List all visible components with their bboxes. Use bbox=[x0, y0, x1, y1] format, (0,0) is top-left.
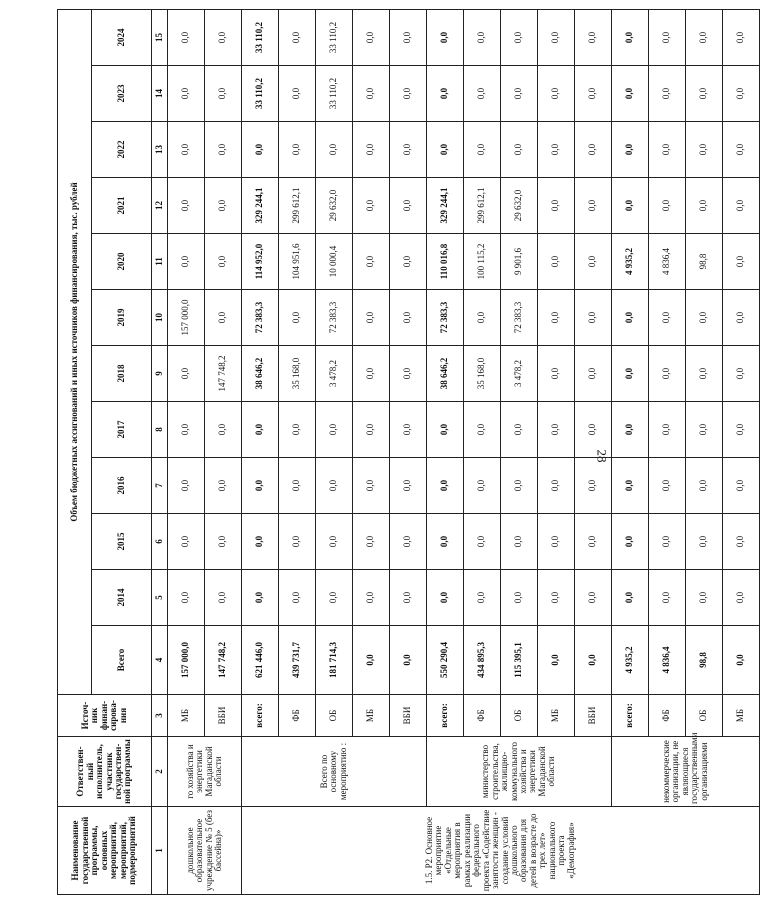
value-cell: 0,0 bbox=[353, 402, 390, 458]
value-cell: 29 632,0 bbox=[501, 178, 538, 234]
value-cell: 0,0 bbox=[316, 514, 353, 570]
value-cell: 0,0 bbox=[686, 66, 723, 122]
value-cell: 0,0 bbox=[723, 570, 760, 626]
value-cell: 0,0 bbox=[686, 178, 723, 234]
value-cell: 0,0 bbox=[575, 178, 612, 234]
value-cell: 0,0 bbox=[205, 570, 242, 626]
value-cell: 0,0 bbox=[390, 122, 427, 178]
value-cell: 0,0 bbox=[168, 9, 205, 65]
value-cell: 0,0 bbox=[390, 178, 427, 234]
value-cell: 0,0 bbox=[353, 346, 390, 402]
header-year: 2022 bbox=[92, 122, 152, 178]
table-row bbox=[427, 9, 464, 894]
value-cell: 0,0 bbox=[723, 9, 760, 65]
value-cell: 0,0 bbox=[279, 66, 316, 122]
header-year: 2015 bbox=[92, 514, 152, 570]
value-cell: 0,0 bbox=[242, 514, 279, 570]
value-cell: 0,0 bbox=[390, 290, 427, 346]
source-cell: ВБИ bbox=[575, 695, 612, 737]
value-cell: 0,0 bbox=[168, 570, 205, 626]
value-cell: 0,0 bbox=[390, 458, 427, 514]
value-cell: 621 446,0 bbox=[242, 626, 279, 695]
value-cell: 0,0 bbox=[205, 178, 242, 234]
value-cell: 0,0 bbox=[501, 458, 538, 514]
value-cell: 4 935,2 bbox=[612, 234, 649, 290]
value-cell: 0,0 bbox=[612, 178, 649, 234]
value-cell: 0,0 bbox=[538, 626, 575, 695]
value-cell: 0,0 bbox=[168, 514, 205, 570]
col-number: 14 bbox=[152, 66, 168, 122]
value-cell: 0,0 bbox=[538, 290, 575, 346]
value-cell: 181 714,3 bbox=[316, 626, 353, 695]
value-cell: 147 748,2 bbox=[205, 346, 242, 402]
header-year: 2021 bbox=[92, 178, 152, 234]
table-row bbox=[242, 9, 279, 894]
value-cell: 0,0 bbox=[353, 514, 390, 570]
value-cell: 0,0 bbox=[464, 514, 501, 570]
value-cell: 0,0 bbox=[279, 570, 316, 626]
value-cell: 3 478,2 bbox=[501, 346, 538, 402]
value-cell: 33 110,2 bbox=[316, 66, 353, 122]
value-cell: 0,0 bbox=[390, 346, 427, 402]
value-cell: 0,0 bbox=[390, 402, 427, 458]
value-cell: 0,0 bbox=[723, 122, 760, 178]
value-cell: 0,0 bbox=[649, 346, 686, 402]
col-number: 8 bbox=[152, 402, 168, 458]
value-cell: 0,0 bbox=[538, 514, 575, 570]
value-cell: 72 383,3 bbox=[242, 290, 279, 346]
value-cell: 0,0 bbox=[205, 402, 242, 458]
source-cell: всего: bbox=[612, 695, 649, 737]
value-cell: 0,0 bbox=[612, 66, 649, 122]
value-cell: 0,0 bbox=[464, 402, 501, 458]
value-cell: 0,0 bbox=[649, 66, 686, 122]
value-cell: 0,0 bbox=[501, 402, 538, 458]
value-cell: 0,0 bbox=[464, 290, 501, 346]
value-cell: 0,0 bbox=[353, 122, 390, 178]
value-cell: 72 383,3 bbox=[427, 290, 464, 346]
value-cell: 0,0 bbox=[538, 402, 575, 458]
value-cell: 0,0 bbox=[575, 626, 612, 695]
value-cell: 98,8 bbox=[686, 626, 723, 695]
value-cell: 0,0 bbox=[205, 514, 242, 570]
value-cell: 0,0 bbox=[353, 626, 390, 695]
value-cell: 0,0 bbox=[390, 570, 427, 626]
value-cell: 0,0 bbox=[612, 346, 649, 402]
header-year: 2018 bbox=[92, 346, 152, 402]
value-cell: 0,0 bbox=[723, 178, 760, 234]
source-cell: ФБ bbox=[464, 695, 501, 737]
value-cell: 147 748,2 bbox=[205, 626, 242, 695]
value-cell: 157 000,0 bbox=[168, 290, 205, 346]
value-cell: 0,0 bbox=[723, 346, 760, 402]
value-cell: 157 000,0 bbox=[168, 626, 205, 695]
value-cell: 0,0 bbox=[575, 66, 612, 122]
value-cell: 29 632,0 bbox=[316, 178, 353, 234]
value-cell: 38 646,2 bbox=[427, 346, 464, 402]
value-cell: 0,0 bbox=[427, 402, 464, 458]
value-cell: 0,0 bbox=[538, 66, 575, 122]
value-cell: 0,0 bbox=[427, 66, 464, 122]
table-row bbox=[168, 9, 205, 894]
source-cell: ВБИ bbox=[205, 695, 242, 737]
value-cell: 0,0 bbox=[205, 290, 242, 346]
value-cell: 0,0 bbox=[501, 122, 538, 178]
value-cell: 0,0 bbox=[612, 402, 649, 458]
source-cell: всего: bbox=[242, 695, 279, 737]
value-cell: 0,0 bbox=[316, 458, 353, 514]
col-number: 5 bbox=[152, 570, 168, 626]
value-cell: 0,0 bbox=[464, 570, 501, 626]
value-cell: 0,0 bbox=[686, 458, 723, 514]
value-cell: 0,0 bbox=[538, 178, 575, 234]
value-cell: 0,0 bbox=[723, 234, 760, 290]
value-cell: 0,0 bbox=[279, 122, 316, 178]
source-cell: ФБ bbox=[649, 695, 686, 737]
value-cell: 0,0 bbox=[353, 290, 390, 346]
value-cell: 33 110,2 bbox=[242, 66, 279, 122]
value-cell: 38 646,2 bbox=[242, 346, 279, 402]
value-cell: 0,0 bbox=[575, 234, 612, 290]
value-cell: 0,0 bbox=[538, 346, 575, 402]
value-cell: 0,0 bbox=[686, 514, 723, 570]
header-year: 2014 bbox=[92, 570, 152, 626]
value-cell: 0,0 bbox=[168, 402, 205, 458]
col-number: 6 bbox=[152, 514, 168, 570]
col-number: 3 bbox=[152, 695, 168, 737]
value-cell: 0,0 bbox=[612, 290, 649, 346]
value-cell: 0,0 bbox=[205, 9, 242, 65]
header-year: 2024 bbox=[92, 9, 152, 65]
value-cell: 0,0 bbox=[168, 122, 205, 178]
value-cell: 0,0 bbox=[575, 346, 612, 402]
value-cell: 329 244,1 bbox=[242, 178, 279, 234]
value-cell: 434 895,3 bbox=[464, 626, 501, 695]
value-cell: 0,0 bbox=[501, 514, 538, 570]
value-cell: 0,0 bbox=[316, 402, 353, 458]
value-cell: 0,0 bbox=[686, 122, 723, 178]
value-cell: 0,0 bbox=[242, 402, 279, 458]
value-cell: 0,0 bbox=[168, 178, 205, 234]
col-number: 12 bbox=[152, 178, 168, 234]
value-cell: 0,0 bbox=[686, 9, 723, 65]
value-cell: 0,0 bbox=[353, 234, 390, 290]
source-cell: всего: bbox=[427, 695, 464, 737]
value-cell: 0,0 bbox=[723, 458, 760, 514]
header-year: 2019 bbox=[92, 290, 152, 346]
responsible-cell: некоммерческие организации, не являющиеся государственными организациями bbox=[612, 737, 760, 807]
value-cell: 0,0 bbox=[723, 66, 760, 122]
value-cell: 0,0 bbox=[612, 9, 649, 65]
financing-table bbox=[57, 9, 760, 895]
value-cell: 0,0 bbox=[686, 402, 723, 458]
table-row bbox=[612, 9, 649, 894]
value-cell: 0,0 bbox=[575, 9, 612, 65]
value-cell: 0,0 bbox=[649, 9, 686, 65]
value-cell: 0,0 bbox=[538, 234, 575, 290]
value-cell: 0,0 bbox=[279, 458, 316, 514]
header-col1: Наименование государственной программы, основных мероприятий, мероприятий, подмероприятий bbox=[58, 807, 152, 895]
source-cell: ВБИ bbox=[390, 695, 427, 737]
value-cell: 0,0 bbox=[575, 402, 612, 458]
value-cell: 0,0 bbox=[427, 514, 464, 570]
value-cell: 0,0 bbox=[353, 458, 390, 514]
col-number: 11 bbox=[152, 234, 168, 290]
value-cell: 0,0 bbox=[390, 66, 427, 122]
value-cell: 3 478,2 bbox=[316, 346, 353, 402]
value-cell: 0,0 bbox=[649, 402, 686, 458]
value-cell: 0,0 bbox=[353, 570, 390, 626]
header-group: Объем бюджетных ассигнований и иных источников финансирования, тыс. рублей bbox=[58, 9, 92, 694]
header-col2: Ответствен-ный исполнитель, участник государствен-ной программы bbox=[58, 737, 152, 807]
value-cell: 0,0 bbox=[168, 234, 205, 290]
header-year: 2020 bbox=[92, 234, 152, 290]
value-cell: 0,0 bbox=[168, 346, 205, 402]
value-cell: 0,0 bbox=[242, 458, 279, 514]
value-cell: 0,0 bbox=[279, 290, 316, 346]
value-cell: 329 244,1 bbox=[427, 178, 464, 234]
value-cell: 0,0 bbox=[612, 570, 649, 626]
value-cell: 0,0 bbox=[649, 570, 686, 626]
value-cell: 0,0 bbox=[427, 9, 464, 65]
value-cell: 10 000,4 bbox=[316, 234, 353, 290]
item-name-cell: 1.5. Р2. Основное мероприятие «Отдельные мероприятия в рамках реализации федерального проекта «Содействие занятости женщин - создание условий дошкольного образования для детей в возрасте до трех лет» национального проекта «Демография» bbox=[242, 807, 760, 895]
value-cell: 0,0 bbox=[723, 514, 760, 570]
value-cell: 0,0 bbox=[205, 458, 242, 514]
value-cell: 0,0 bbox=[464, 66, 501, 122]
source-cell: МБ bbox=[538, 695, 575, 737]
source-cell: МБ bbox=[168, 695, 205, 737]
item-name-cell: дошкольное образовательное учреждение № 5 (без бассейна)» bbox=[168, 807, 242, 895]
col-number: 2 bbox=[152, 737, 168, 807]
value-cell: 0,0 bbox=[686, 290, 723, 346]
col-number: 1 bbox=[152, 807, 168, 895]
page-number: 28 bbox=[594, 449, 610, 463]
header-year: 2017 bbox=[92, 402, 152, 458]
value-cell: 114 952,0 bbox=[242, 234, 279, 290]
value-cell: 72 383,3 bbox=[501, 290, 538, 346]
value-cell: 0,0 bbox=[316, 570, 353, 626]
col-number: 7 bbox=[152, 458, 168, 514]
value-cell: 0,0 bbox=[353, 178, 390, 234]
value-cell: 0,0 bbox=[612, 458, 649, 514]
value-cell: 0,0 bbox=[242, 122, 279, 178]
value-cell: 0,0 bbox=[612, 122, 649, 178]
source-cell: ОБ bbox=[501, 695, 538, 737]
responsible-cell: министерство строительства, жилищно-коммунального хозяйства и энергетики Магаданской области bbox=[427, 737, 612, 807]
value-cell: 0,0 bbox=[649, 458, 686, 514]
value-cell: 0,0 bbox=[686, 346, 723, 402]
value-cell: 0,0 bbox=[427, 570, 464, 626]
value-cell: 9 901,6 bbox=[501, 234, 538, 290]
value-cell: 110 016,8 bbox=[427, 234, 464, 290]
value-cell: 4 836,4 bbox=[649, 234, 686, 290]
value-cell: 0,0 bbox=[390, 9, 427, 65]
source-cell: МБ bbox=[723, 695, 760, 737]
value-cell: 0,0 bbox=[464, 122, 501, 178]
value-cell: 0,0 bbox=[279, 9, 316, 65]
value-cell: 0,0 bbox=[575, 122, 612, 178]
value-cell: 0,0 bbox=[723, 626, 760, 695]
value-cell: 0,0 bbox=[575, 290, 612, 346]
col-number: 15 bbox=[152, 9, 168, 65]
value-cell: 550 290,4 bbox=[427, 626, 464, 695]
col-number: 9 bbox=[152, 346, 168, 402]
value-cell: 0,0 bbox=[501, 9, 538, 65]
value-cell: 0,0 bbox=[538, 122, 575, 178]
value-cell: 35 168,0 bbox=[279, 346, 316, 402]
value-cell: 299 612,1 bbox=[279, 178, 316, 234]
value-cell: 0,0 bbox=[316, 122, 353, 178]
value-cell: 439 731,7 bbox=[279, 626, 316, 695]
value-cell: 0,0 bbox=[538, 9, 575, 65]
source-cell: ОБ bbox=[316, 695, 353, 737]
value-cell: 0,0 bbox=[242, 570, 279, 626]
value-cell: 0,0 bbox=[390, 234, 427, 290]
value-cell: 0,0 bbox=[205, 234, 242, 290]
value-cell: 0,0 bbox=[168, 66, 205, 122]
value-cell: 0,0 bbox=[205, 122, 242, 178]
value-cell: 104 951,6 bbox=[279, 234, 316, 290]
value-cell: 98,8 bbox=[686, 234, 723, 290]
header-year: 2023 bbox=[92, 66, 152, 122]
value-cell: 0,0 bbox=[501, 66, 538, 122]
value-cell: 0,0 bbox=[427, 458, 464, 514]
value-cell: 0,0 bbox=[464, 9, 501, 65]
value-cell: 35 168,0 bbox=[464, 346, 501, 402]
value-cell: 115 395,1 bbox=[501, 626, 538, 695]
value-cell: 0,0 bbox=[649, 514, 686, 570]
responsible-cell: го хозяйства и энергетики Магаданской области bbox=[168, 737, 242, 807]
value-cell: 0,0 bbox=[353, 9, 390, 65]
value-cell: 0,0 bbox=[205, 66, 242, 122]
value-cell: 0,0 bbox=[390, 514, 427, 570]
value-cell: 4 935,2 bbox=[612, 626, 649, 695]
table-body bbox=[168, 9, 760, 894]
value-cell: 0,0 bbox=[464, 458, 501, 514]
value-cell: 33 110,2 bbox=[242, 9, 279, 65]
col-number: 4 bbox=[152, 626, 168, 695]
value-cell: 0,0 bbox=[649, 178, 686, 234]
value-cell: 0,0 bbox=[686, 570, 723, 626]
value-cell: 0,0 bbox=[723, 402, 760, 458]
value-cell: 0,0 bbox=[723, 290, 760, 346]
source-cell: ОБ bbox=[686, 695, 723, 737]
header-year: 2016 bbox=[92, 458, 152, 514]
value-cell: 0,0 bbox=[538, 570, 575, 626]
value-cell: 100 115,2 bbox=[464, 234, 501, 290]
header-total: Всего bbox=[92, 626, 152, 695]
value-cell: 0,0 bbox=[575, 570, 612, 626]
value-cell: 0,0 bbox=[575, 514, 612, 570]
value-cell: 0,0 bbox=[168, 458, 205, 514]
col-number: 13 bbox=[152, 122, 168, 178]
responsible-cell: Всего по основному мероприятию : bbox=[242, 737, 427, 807]
value-cell: 0,0 bbox=[575, 458, 612, 514]
value-cell: 0,0 bbox=[538, 458, 575, 514]
value-cell: 0,0 bbox=[279, 402, 316, 458]
value-cell: 0,0 bbox=[390, 626, 427, 695]
value-cell: 0,0 bbox=[501, 570, 538, 626]
source-cell: ФБ bbox=[279, 695, 316, 737]
col-number: 10 bbox=[152, 290, 168, 346]
value-cell: 0,0 bbox=[279, 514, 316, 570]
source-cell: МБ bbox=[353, 695, 390, 737]
header-col3: Источ-ник финан-сирова-ния bbox=[58, 695, 152, 737]
value-cell: 0,0 bbox=[649, 290, 686, 346]
value-cell: 0,0 bbox=[612, 514, 649, 570]
value-cell: 299 612,1 bbox=[464, 178, 501, 234]
value-cell: 33 110,2 bbox=[316, 9, 353, 65]
value-cell: 4 836,4 bbox=[649, 626, 686, 695]
value-cell: 72 383,3 bbox=[316, 290, 353, 346]
value-cell: 0,0 bbox=[427, 122, 464, 178]
value-cell: 0,0 bbox=[649, 122, 686, 178]
value-cell: 0,0 bbox=[353, 66, 390, 122]
